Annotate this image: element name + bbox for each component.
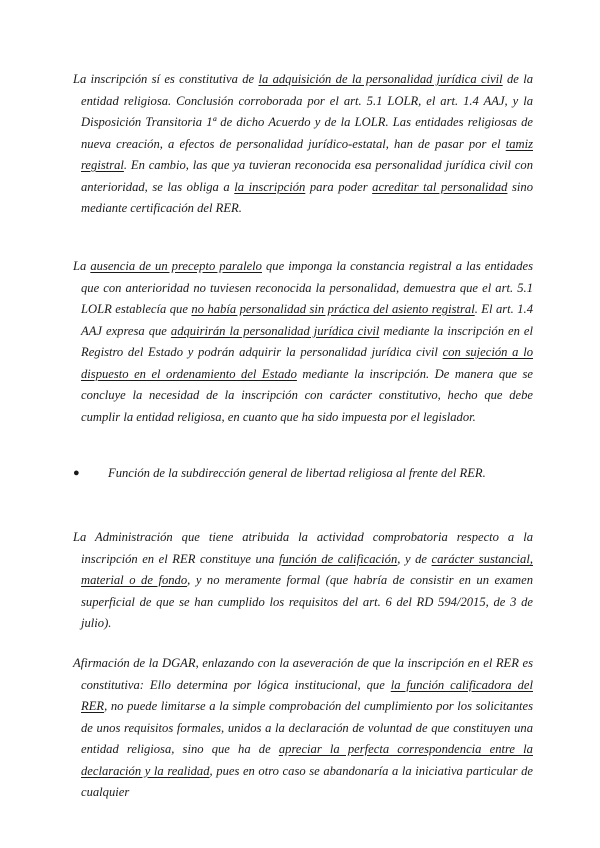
paragraph-inscripcion-constitutiva [73,69,533,220]
underlined-phrase: la inscripción [234,179,306,194]
underlined-phrase: no había personalidad sin práctica del asiento registral [191,302,475,316]
text-run: . En cambio, las que ya tuvieran reconocida esa personalidad jurídica civil con anterioridad, se las obliga a [81,158,533,194]
bullet-heading-text: Función de la subdirección general de libertad religiosa al frente del RER. [108,466,486,480]
text-run: . El art. 1.4 AAJ expresa que [81,302,533,338]
text-run: La Administración que tiene atribuida la actividad comprobatoria respecto a la inscripción en el RER constituye una [73,530,533,566]
underlined-phrase: con sujeción a lo dispuesto en el ordenamiento del Estado [81,345,533,381]
text-run: sino mediante certificación del RER. [81,179,533,215]
text-run: para poder [305,179,373,194]
text-run: , y no meramente formal (que habría de consistir en un examen superficial de que se han cumplido los requisitos del art. 6 del RD 594/2015, de 3 de julio). [81,573,533,630]
underlined-phrase: adquirirán la personalidad jurídica civil [170,323,380,338]
text-run: de la entidad religiosa. Conclusión corroborada por el art. 5.1 LOLR, el art. 1.4 AAJ, y la Disposición Transitoria 1ª de dicho Acuerdo y de la LOLR. Las entidades religiosas de nueva creación, a efectos de personalidad jurídico-estatal, han de pasar por el [81,72,533,151]
text-run: mediante la inscripción en el Registro del Estado y podrán adquirir la personalidad jurídica civil [81,323,533,359]
underlined-phrase: acreditar tal personalidad [372,179,508,194]
paragraph-ausencia-precepto [73,256,533,428]
underlined-phrase: tamiz registral [81,136,533,172]
text-run: La inscripción sí es constitutiva de [73,72,259,86]
paragraph-afirmacion-dgar [73,653,533,804]
text-run: que imponga la constancia registral a las entidades que con anterioridad no tuviesen reconocida la personalidad, demuestra que el art. 5.1 LOLR establecía que [81,259,534,316]
underlined-phrase: la función calificadora del RER [81,677,533,713]
underlined-phrase: función de calificación [279,551,398,566]
underlined-phrase: ausencia de un precepto paralelo [90,259,262,273]
underlined-phrase: apreciar la perfecta correspondencia entre la declaración y la realidad [81,742,533,778]
underlined-phrase: carácter sustancial, material o de fondo [81,551,533,587]
paragraph-administracion-calificacion [73,527,533,635]
underlined-phrase: la adquisición de la personalidad jurídica civil [258,72,503,86]
text-run: La [73,259,91,273]
bullet-marker: ● [73,467,80,479]
text-run: Afirmación de la DGAR, enlazando con la aseveración de que la inscripción en el RER es constitutiva: Ello determina por lógica institucional, que [73,656,533,692]
text-run: , pues en otro caso se abandonaría a la iniciativa particular de cualquier [81,763,533,799]
text-run: mediante la inscripción. De manera que se concluye la necesidad de la inscripción con carácter constitutivo, hecho que debe cumplir la entidad religiosa, en cuanto que ha sido impuesta por el legislador. [81,366,533,424]
text-run: , y de [397,551,432,566]
text-run: , no puede limitarse a la simple comprobación del cumplimiento por los solicitantes de unos requisitos formales, unidos a la declaración de voluntad de que constituyen una entidad religiosa, sino que ha de [81,699,533,756]
